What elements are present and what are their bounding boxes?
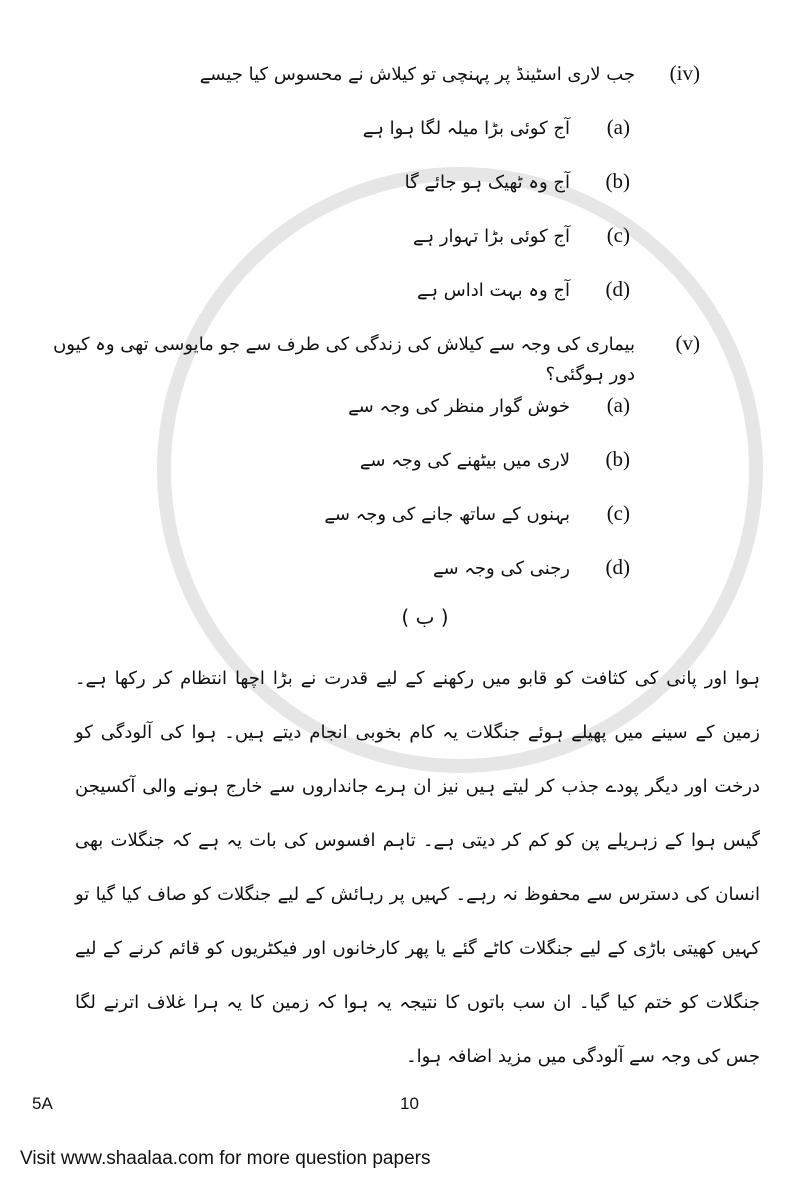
passage-line: لگا جس کی وجہ سے آلودگی میں مزید اضافہ ہوا۔ (75, 992, 760, 1067)
option-text: رجنی کی وجہ سے (433, 558, 570, 579)
option-row (40, 390, 630, 444)
option-row (40, 112, 630, 166)
option-letter: (c) (606, 501, 630, 525)
passage-line: انسان کی دسترس سے محفوظ نہ رہے۔ کہیں پر رہائش کے لیے جنگلات کو صاف کیا گیا تو (75, 884, 760, 905)
section-heading: ( ب ) (401, 605, 449, 629)
option-row (40, 274, 630, 328)
option-letter: (c) (606, 223, 630, 247)
passage-line: گیس ہوا کے زہریلے پن کو کم کر دیتی ہے۔ تاہم افسوس کی بات یہ ہے کہ جنگلات بھی (75, 830, 760, 851)
question-v (40, 328, 700, 390)
option-letter: (d) (605, 555, 630, 579)
passage (75, 652, 760, 1084)
option-row (40, 220, 630, 274)
option-letter: (a) (606, 393, 630, 417)
paper-code: 5A (32, 1094, 53, 1113)
option-text: آج وہ بہت اداس ہے (416, 280, 570, 301)
page-footer (0, 1094, 800, 1134)
option-letter: (d) (605, 277, 630, 301)
option-row (40, 498, 630, 552)
passage-line: دیگر پودے جذب کر لیتے ہیں نیز ان ہرے جانداروں سے خارج ہونے والی آکسیجن (75, 776, 679, 797)
visit-link-text[interactable]: Visit www.shaalaa.com for more question papers (20, 1148, 431, 1169)
option-letter: (a) (606, 115, 630, 139)
question-number: (v) (675, 331, 700, 355)
option-text: لاری میں بیٹھنے کی وجہ سے (359, 450, 570, 471)
question-text: بیماری کی وجہ سے کیلاش کی زندگی کی طرف سے جو مایوسی تھی وہ کیوں دور ہوگئی؟ (53, 334, 635, 385)
option-text: آج کوئی بڑا میلہ لگا ہوا ہے (362, 118, 570, 139)
option-text: آج کوئی بڑا تہوار ہے (413, 226, 570, 247)
passage-line: سینے میں پھیلے ہوئے جنگلات یہ کام بخوبی انجام دیتے ہیں۔ ہوا کی آلودگی کو درخت اور (75, 722, 760, 797)
option-letter: (b) (605, 169, 630, 193)
option-text: بہنوں کے ساتھ جانے کی وجہ سے (324, 504, 570, 525)
passage-line: ہوا اور پانی کی کثافت کو قابو میں رکھنے کے لیے قدرت نے بڑا اچھا انتظام کر رکھا ہے۔ زمین کے (75, 668, 760, 743)
question-iv (40, 58, 700, 112)
question-number: (iv) (669, 61, 700, 85)
option-letter: (b) (605, 447, 630, 471)
page-number: 10 (400, 1094, 419, 1113)
question-text: جب لاری اسٹینڈ پر پہنچی تو کیلاش نے محسوس کیا جیسے (199, 64, 635, 85)
option-text: آج وہ ٹھیک ہو جائے گا (404, 172, 570, 193)
option-row (40, 552, 630, 606)
passage-line: کے لیے جنگلات کو ختم کیا گیا۔ ان سب باتوں کا نتیجہ یہ ہوا کہ زمین کا یہ ہرا غلاف اترنے (75, 938, 760, 1013)
option-text: خوش گوار منظر کی وجہ سے (348, 396, 570, 417)
page-content (0, 58, 800, 1170)
option-row (40, 166, 630, 220)
option-row (40, 444, 630, 498)
passage-line: کہیں کھیتی باڑی کے لیے جنگلات کاٹے گئے یا پھر کارخانوں اور فیکٹریوں کو قائم کرنے (128, 938, 760, 959)
